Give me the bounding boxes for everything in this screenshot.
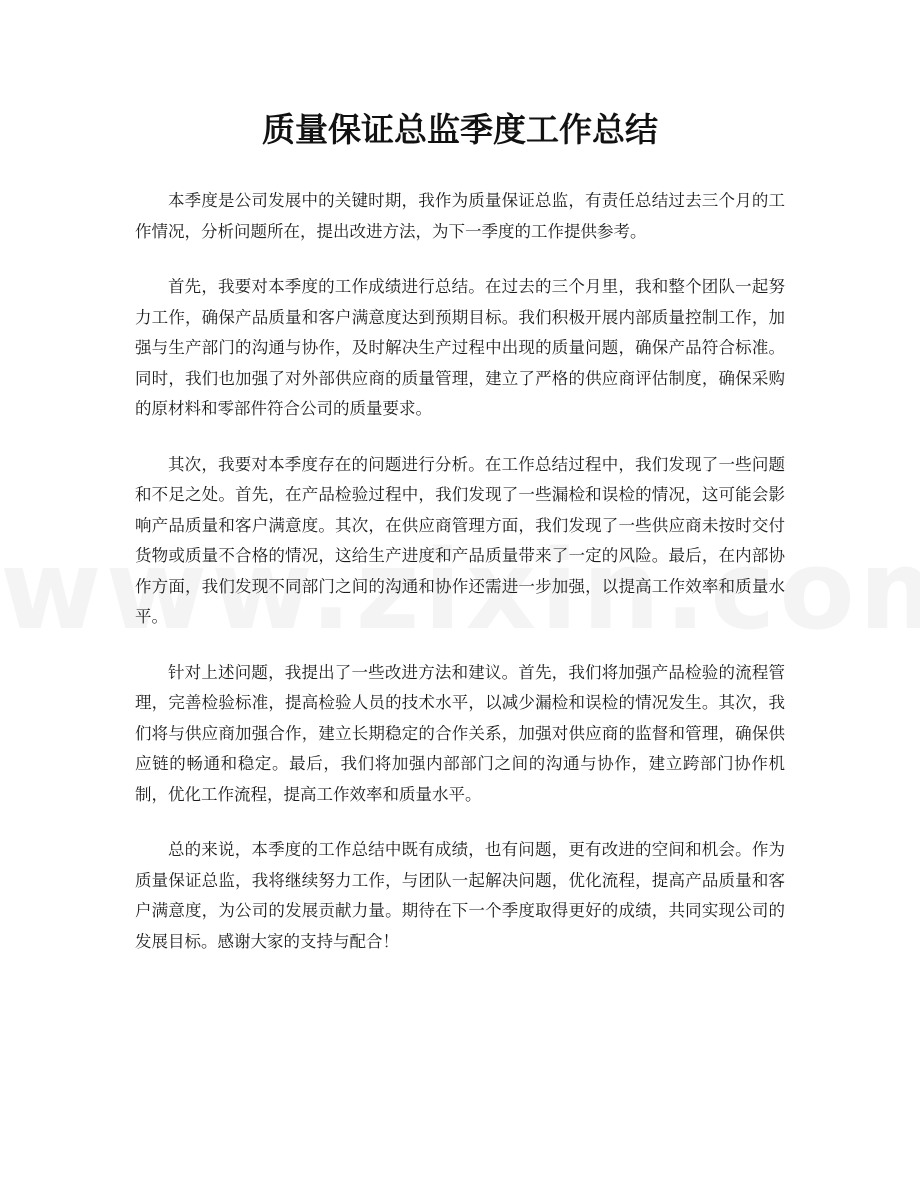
paragraph-achievements: 首先，我要对本季度的工作成绩进行总结。在过去的三个月里，我和整个团队一起努力工作，确保产品质量和客户满意度达到预期目标。我们积极开展内部质量控制工作，加强与生产部门的沟通与协作，及时解决生产过程中出现的质量问题，确保产品符合标准。同时，我们也加强了对外部供应商的质量管理，建立了严格的供应商评估制度，确保采购的原材料和零部件符合公司的质量要求。 [135,277,785,418]
paragraph-problems: 其次，我要对本季度存在的问题进行分析。在工作总结过程中，我们发现了一些问题和不足之处。首先，在产品检验过程中，我们发现了一些漏检和误检的情况，这可能会影响产品质量和客户满意度。其次，在供应商管理方面，我们发现了一些供应商未按时交付货物或质量不合格的情况，这给生产进度和产品质量带来了一定的风险。最后，在内部协作方面，我们发现不同部门之间的沟通和协作还需进一步加强，以提高工作效率和质量水平。 [135,454,785,626]
paragraph-improvements: 针对上述问题，我提出了一些改进方法和建议。首先，我们将加强产品检验的流程管理，完善检验标准，提高检验人员的技术水平，以减少漏检和误检的情况发生。其次，我们将与供应商加强合作，建立长期稳定的合作关系，加强对供应商的监督和管理，确保供应链的畅通和稳定。最后，我们将加强内部部门之间的沟通与协作，建立跨部门协作机制，优化工作流程，提高工作效率和质量水平。 [135,662,785,804]
paragraph-conclusion: 总的来说，本季度的工作总结中既有成绩，也有问题，更有改进的空间和机会。作为质量保证总监，我将继续努力工作，与团队一起解决问题，优化流程，提高产品质量和客户满意度，为公司的发展贡献力量。期待在下一个季度取得更好的成绩，共同实现公司的发展目标。感谢大家的支持与配合！ [135,840,785,951]
document-body [135,186,785,982]
paragraph-intro: 本季度是公司发展中的关键时期，我作为质量保证总监，有责任总结过去三个月的工作情况，分析问题所在，提出改进方法，为下一季度的工作提供参考。 [135,191,785,241]
document-title: 质量保证总监季度工作总结 [262,110,658,149]
